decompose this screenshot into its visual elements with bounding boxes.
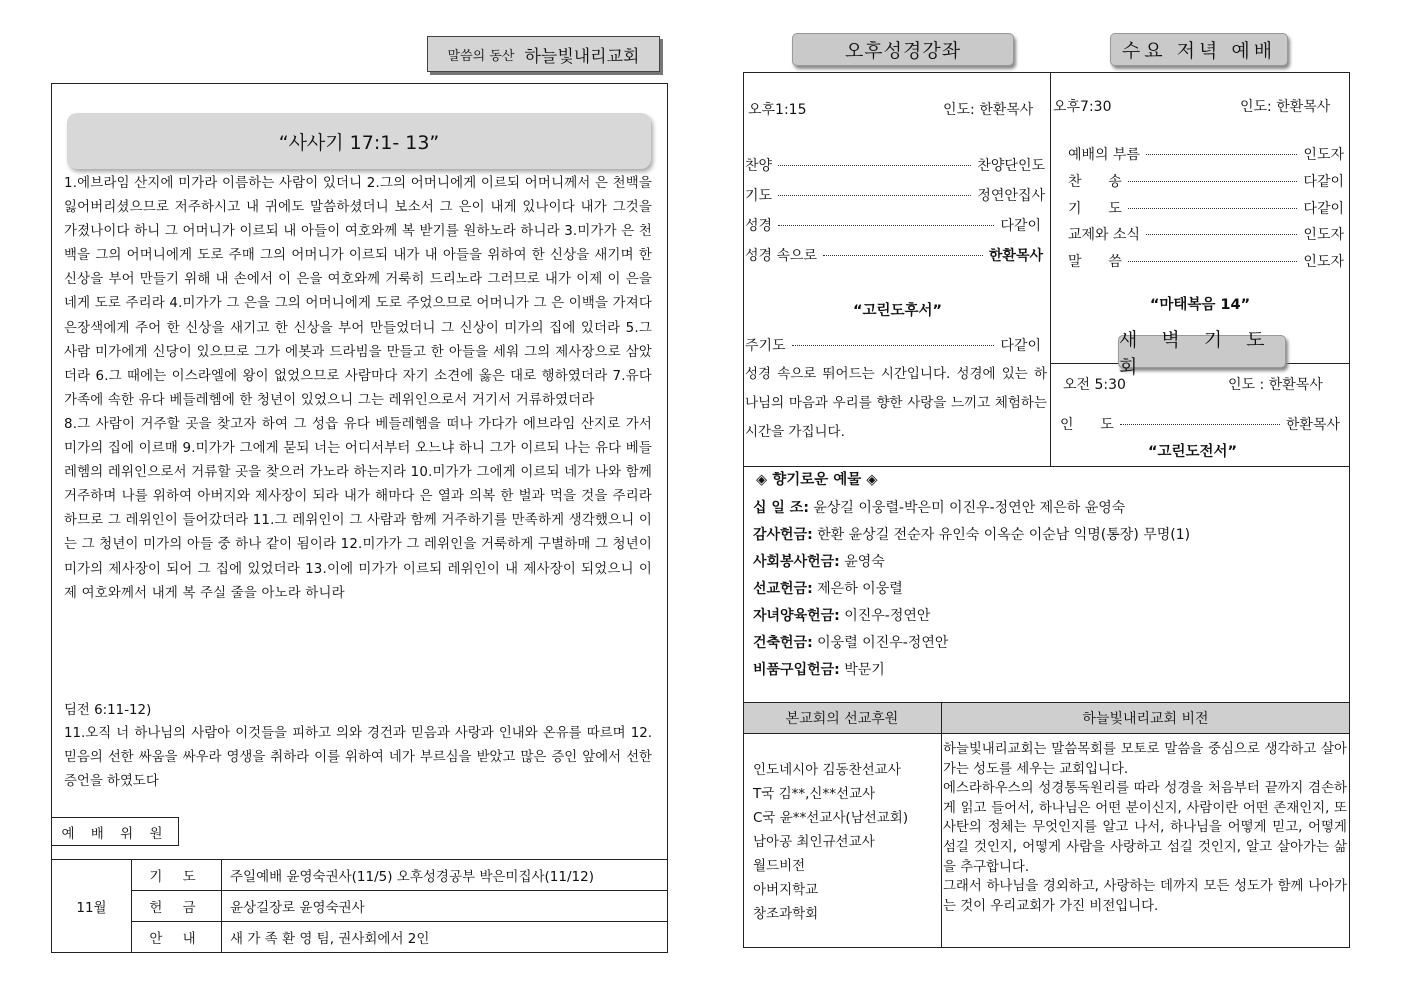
order-value: 인도자 <box>1303 227 1344 243</box>
order-label: 기 도 <box>1068 201 1122 217</box>
order-label: 찬 송 <box>1068 174 1122 190</box>
wednesday-order-row <box>1068 144 1344 164</box>
dot-leader <box>778 165 971 166</box>
offering-line <box>753 578 903 598</box>
bible-passage-part1: 1.에브라임 산지에 미가라 이름하는 사람이 있더니 2.그의 어머니에게 이르되 어머니께서 은 천백을 잃어버리셨으므로 저주하시고 내 귀에도 말씀하셨더니 보소서 그 은이 내게 있나이다 내가 그것을 가졌나이다 하니 그 어머니가 이르되 내 아들이 여호와께 복 받기를 원하노라 하니라 3.미가가 은 천백을 그의 어머니에게 도로 주매 그의 어머니가 이르되 내가 내 아들을 위하여 한 신상을 새기며 한 신상을 부어 만들기 위해 내 손에서 이 은을 여호와께 거룩히 드리노라 그러므로 내가 이제 이 은을 네게 도로 주리라 4.미가가 그 은을 그의 어머니에게 도로 주었으므로 어머니가 그 은 이백을 가져다 은장색에게 주어 한 신상을 새기고 한 신상을 부어 만들었더니 그 신상이 미가의 집에 있더라 5.그 사람 미가에게 신당이 있으므로 그가 에봇과 드라빔을 만들고 한 아들을 세워 그의 제사장으로 삼았더라 6.그 때에는 이스라엘에 왕이 없었으므로 사람마다 자기 소견에 옳은 대로 행하였더라 7.유다 가족에 속한 유다 베들레헴에 한 청년이 있었으니 그는 레위인으로서 거기서 거류하였더라 <box>64 176 652 408</box>
dot-leader <box>823 255 983 256</box>
list-item: 창조과학회 <box>753 906 819 922</box>
order-value: 인도자 <box>1303 254 1344 270</box>
bible-passage-part2: 8.그 사람이 거주할 곳을 찾고자 하여 그 성읍 유다 베들레헴을 떠나 가다가 에브라임 산지로 가서 미가의 집에 이르매 9.미가가 그에게 묻되 너는 어디서부터 오느냐 하니 그가 이르되 나는 유다 베들레헴의 레위인으로서 거류할 곳을 찾으러 가노라 하는지라 10.미가가 그에게 이르되 네가 나와 함께 거주하며 나를 위하여 아버지와 제사장이 되라 내가 해마다 은 열과 의복 한 벌과 먹을 것을 주리라 하므로 그 레위인이 들어갔더라 11.그 레위인이 그 사람과 함께 거주하기를 만족하게 생각했으니 이는 그 청년이 미가의 아들 중 하나 같이 됨이라 12.미가가 그 레위인을 거룩하게 구별하매 그 청년이 미가의 제사장이 되어 그 집에 있었더라 13.이에 미가가 이르되 레위인이 내 제사장이 되었으니 이제 여호와께서 내게 복 주실 줄을 아노라 하니라 <box>64 416 652 601</box>
wednesday-order-row <box>1068 224 1344 244</box>
offering-names: 한환 윤상길 전순자 유인숙 이옥순 이순남 익명(통장) 무명(1) <box>812 527 1191 543</box>
dot-leader <box>1120 424 1280 425</box>
order-value: 다같이 <box>1000 218 1041 234</box>
offering-line <box>753 605 930 625</box>
order-value: 다같이 <box>1000 338 1041 354</box>
offering-line <box>753 632 948 652</box>
offering-names: 이진우-정연안 <box>839 608 931 624</box>
order-label: 인 도 <box>1060 417 1114 433</box>
offering-names: 윤상길 이웅렬-박은미 이진우-정연안 제은하 윤영숙 <box>808 500 1126 516</box>
order-label: 교제와 소식 <box>1068 227 1141 243</box>
offering-label: 십 일 조: <box>753 500 809 516</box>
afternoon-order-row <box>745 185 1045 205</box>
list-item: 인도네시아 김동찬선교사 <box>753 762 901 778</box>
table-row <box>52 922 668 953</box>
duty-role: 안 내 <box>132 922 222 953</box>
scripture-title: “사사기 17:1- 13” <box>67 113 651 169</box>
afternoon-time: 오후1:15 <box>748 102 807 118</box>
offerings-title: ◈ 향기로운 예물 ◈ <box>756 472 878 488</box>
afternoon-description: 성경 속으로 뛰어드는 시간입니다. 성경에 있는 하나님의 마음과 우리를 향한 사랑을 느끼고 체험하는 시간을 가집니다. <box>745 366 1047 440</box>
dawn-book: “고린도전서” <box>1147 444 1238 460</box>
dot-leader <box>778 195 971 196</box>
offering-names: 박문기 <box>839 662 885 678</box>
offering-label: 건축헌금: <box>753 635 813 651</box>
dawn-time: 오전 5:30 <box>1063 377 1126 393</box>
table-row <box>52 860 668 891</box>
list-item: 월드비전 <box>753 858 806 874</box>
list-item: 아버지학교 <box>753 882 819 898</box>
dawn-order-row <box>1060 414 1340 434</box>
dot-leader <box>1146 234 1297 235</box>
missions-list <box>753 758 908 926</box>
offering-names: 윤영숙 <box>839 554 885 570</box>
order-value: 한환목사 <box>988 248 1043 264</box>
church-name-tag <box>427 36 660 72</box>
order-label: 주기도 <box>745 338 786 354</box>
offering-names: 제은하 이웅렬 <box>812 581 903 597</box>
church-name: 하늘빛내리교회 <box>524 46 640 67</box>
column-divider <box>1050 72 1051 466</box>
bible-passage <box>64 172 652 606</box>
dot-leader <box>778 225 994 226</box>
vision-text: 하늘빛내리교회는 말씀목회를 모토로 말씀을 중심으로 생각하고 살아가는 성도를 세우는 교회입니다. 에스라하우스의 성경통독원리를 따라 성경을 처음부터 끝까지 겸손하게 읽고 들어서, 하나님은 어떤 분이신지, 사람이란 어떤 존재인지, 또 사탄의 정체는 무엇인지를 알고 나서, 하나님을 어떻게 믿고, 어떻게 섬길 것인지, 어떻게 사람을 사랑하고 섬길 것인지, 알고 살아가는 삶을 추구합니다. 그래서 하나님을 경외하고, 사랑하는 데까지 모든 성도가 함께 나아가는 것이 우리교회가 가진 비전입니다. <box>943 742 1347 914</box>
dot-leader <box>1128 208 1298 209</box>
afternoon-study-title: 오후성경강좌 <box>792 33 1014 66</box>
order-value: 한환목사 <box>1285 417 1340 433</box>
order-value: 정연안집사 <box>977 188 1045 204</box>
vision-header: 하늘빛내리교회 비전 <box>1082 711 1209 727</box>
divider <box>743 733 1350 734</box>
duty-value: 주일예배 윤영숙권사(11/5) 오후성경공부 박은미집사(11/12) <box>222 860 668 891</box>
afternoon-book: “고린도후서” <box>852 303 943 319</box>
order-value: 찬양단인도 <box>977 158 1045 174</box>
worship-duty-table <box>51 859 668 953</box>
second-passage: 11.오직 너 하나님의 사람아 이것들을 피하고 의와 경건과 믿음과 사랑과 인내와 온유를 따르며 12.믿음의 선한 싸움을 싸우라 영생을 취하라 이를 위하여 네가 부르심을 받았고 많은 증인 앞에서 선한 증언을 하였도다 <box>64 726 652 789</box>
offering-label: 사회봉사헌금: <box>753 554 840 570</box>
wednesday-order-row <box>1068 198 1344 218</box>
offering-line <box>753 497 1125 517</box>
order-value: 다같이 <box>1303 174 1344 190</box>
offering-line <box>753 659 885 679</box>
list-item: C국 윤**선교사(남선교회) <box>753 810 909 826</box>
column-divider <box>941 702 942 948</box>
duty-month: 11월 <box>52 860 132 953</box>
duty-value: 윤상길장로 윤영숙권사 <box>222 891 668 922</box>
wednesday-order-row <box>1068 171 1344 191</box>
offering-label: 자녀양육헌금: <box>753 608 840 624</box>
dot-leader <box>1146 154 1297 155</box>
afternoon-prayer-row <box>745 335 1041 355</box>
order-value: 다같이 <box>1303 201 1344 217</box>
offering-label: 감사헌금: <box>753 527 813 543</box>
afternoon-order-row <box>745 245 1043 265</box>
duty-value: 새 가 족 환 영 팀, 권사회에서 2인 <box>222 922 668 953</box>
order-label: 예배의 부름 <box>1068 147 1141 163</box>
duty-role: 기 도 <box>132 860 222 891</box>
afternoon-order-row <box>745 215 1041 235</box>
dot-leader <box>1128 181 1298 182</box>
offering-label: 비품구입헌금: <box>753 662 840 678</box>
missions-header: 본교회의 선교후원 <box>785 711 899 727</box>
church-motto: 말씀의 동산 <box>447 48 515 64</box>
wednesday-time: 오후7:30 <box>1053 99 1112 115</box>
order-value: 인도자 <box>1303 147 1344 163</box>
duty-role: 헌 금 <box>132 891 222 922</box>
second-reference: 딤전 6:11-12) <box>64 703 152 718</box>
offering-label: 선교헌금: <box>753 581 813 597</box>
order-label: 성경 <box>745 218 773 234</box>
afternoon-leader: 인도: 한환목사 <box>943 102 1034 118</box>
order-label: 성경 속으로 <box>745 248 818 264</box>
order-label: 기도 <box>745 188 773 204</box>
dawn-leader: 인도 : 한환목사 <box>1228 377 1323 393</box>
divider <box>743 466 1350 467</box>
dawn-prayer-title: 새 벽 기 도 회 <box>1118 335 1286 368</box>
wednesday-service-title: 수요 저녁 예배 <box>1110 33 1288 66</box>
list-item: 남아공 최인규선교사 <box>753 834 875 850</box>
offering-line <box>753 524 1190 544</box>
table-row <box>52 891 668 922</box>
offering-names: 이웅렬 이진우-정연안 <box>812 635 949 651</box>
wednesday-book: “마태복음 14” <box>1149 297 1251 313</box>
wednesday-order-row <box>1068 251 1344 271</box>
order-label: 말 씀 <box>1068 254 1122 270</box>
offering-line <box>753 551 885 571</box>
worship-committee-label: 예 배 위 원 <box>51 817 179 846</box>
dot-leader <box>792 345 995 346</box>
dot-leader <box>1128 261 1298 262</box>
list-item: T국 김**,신**선교사 <box>753 786 876 802</box>
order-label: 찬양 <box>745 158 773 174</box>
afternoon-order-row <box>745 155 1045 175</box>
wednesday-leader: 인도: 한환목사 <box>1240 99 1331 115</box>
